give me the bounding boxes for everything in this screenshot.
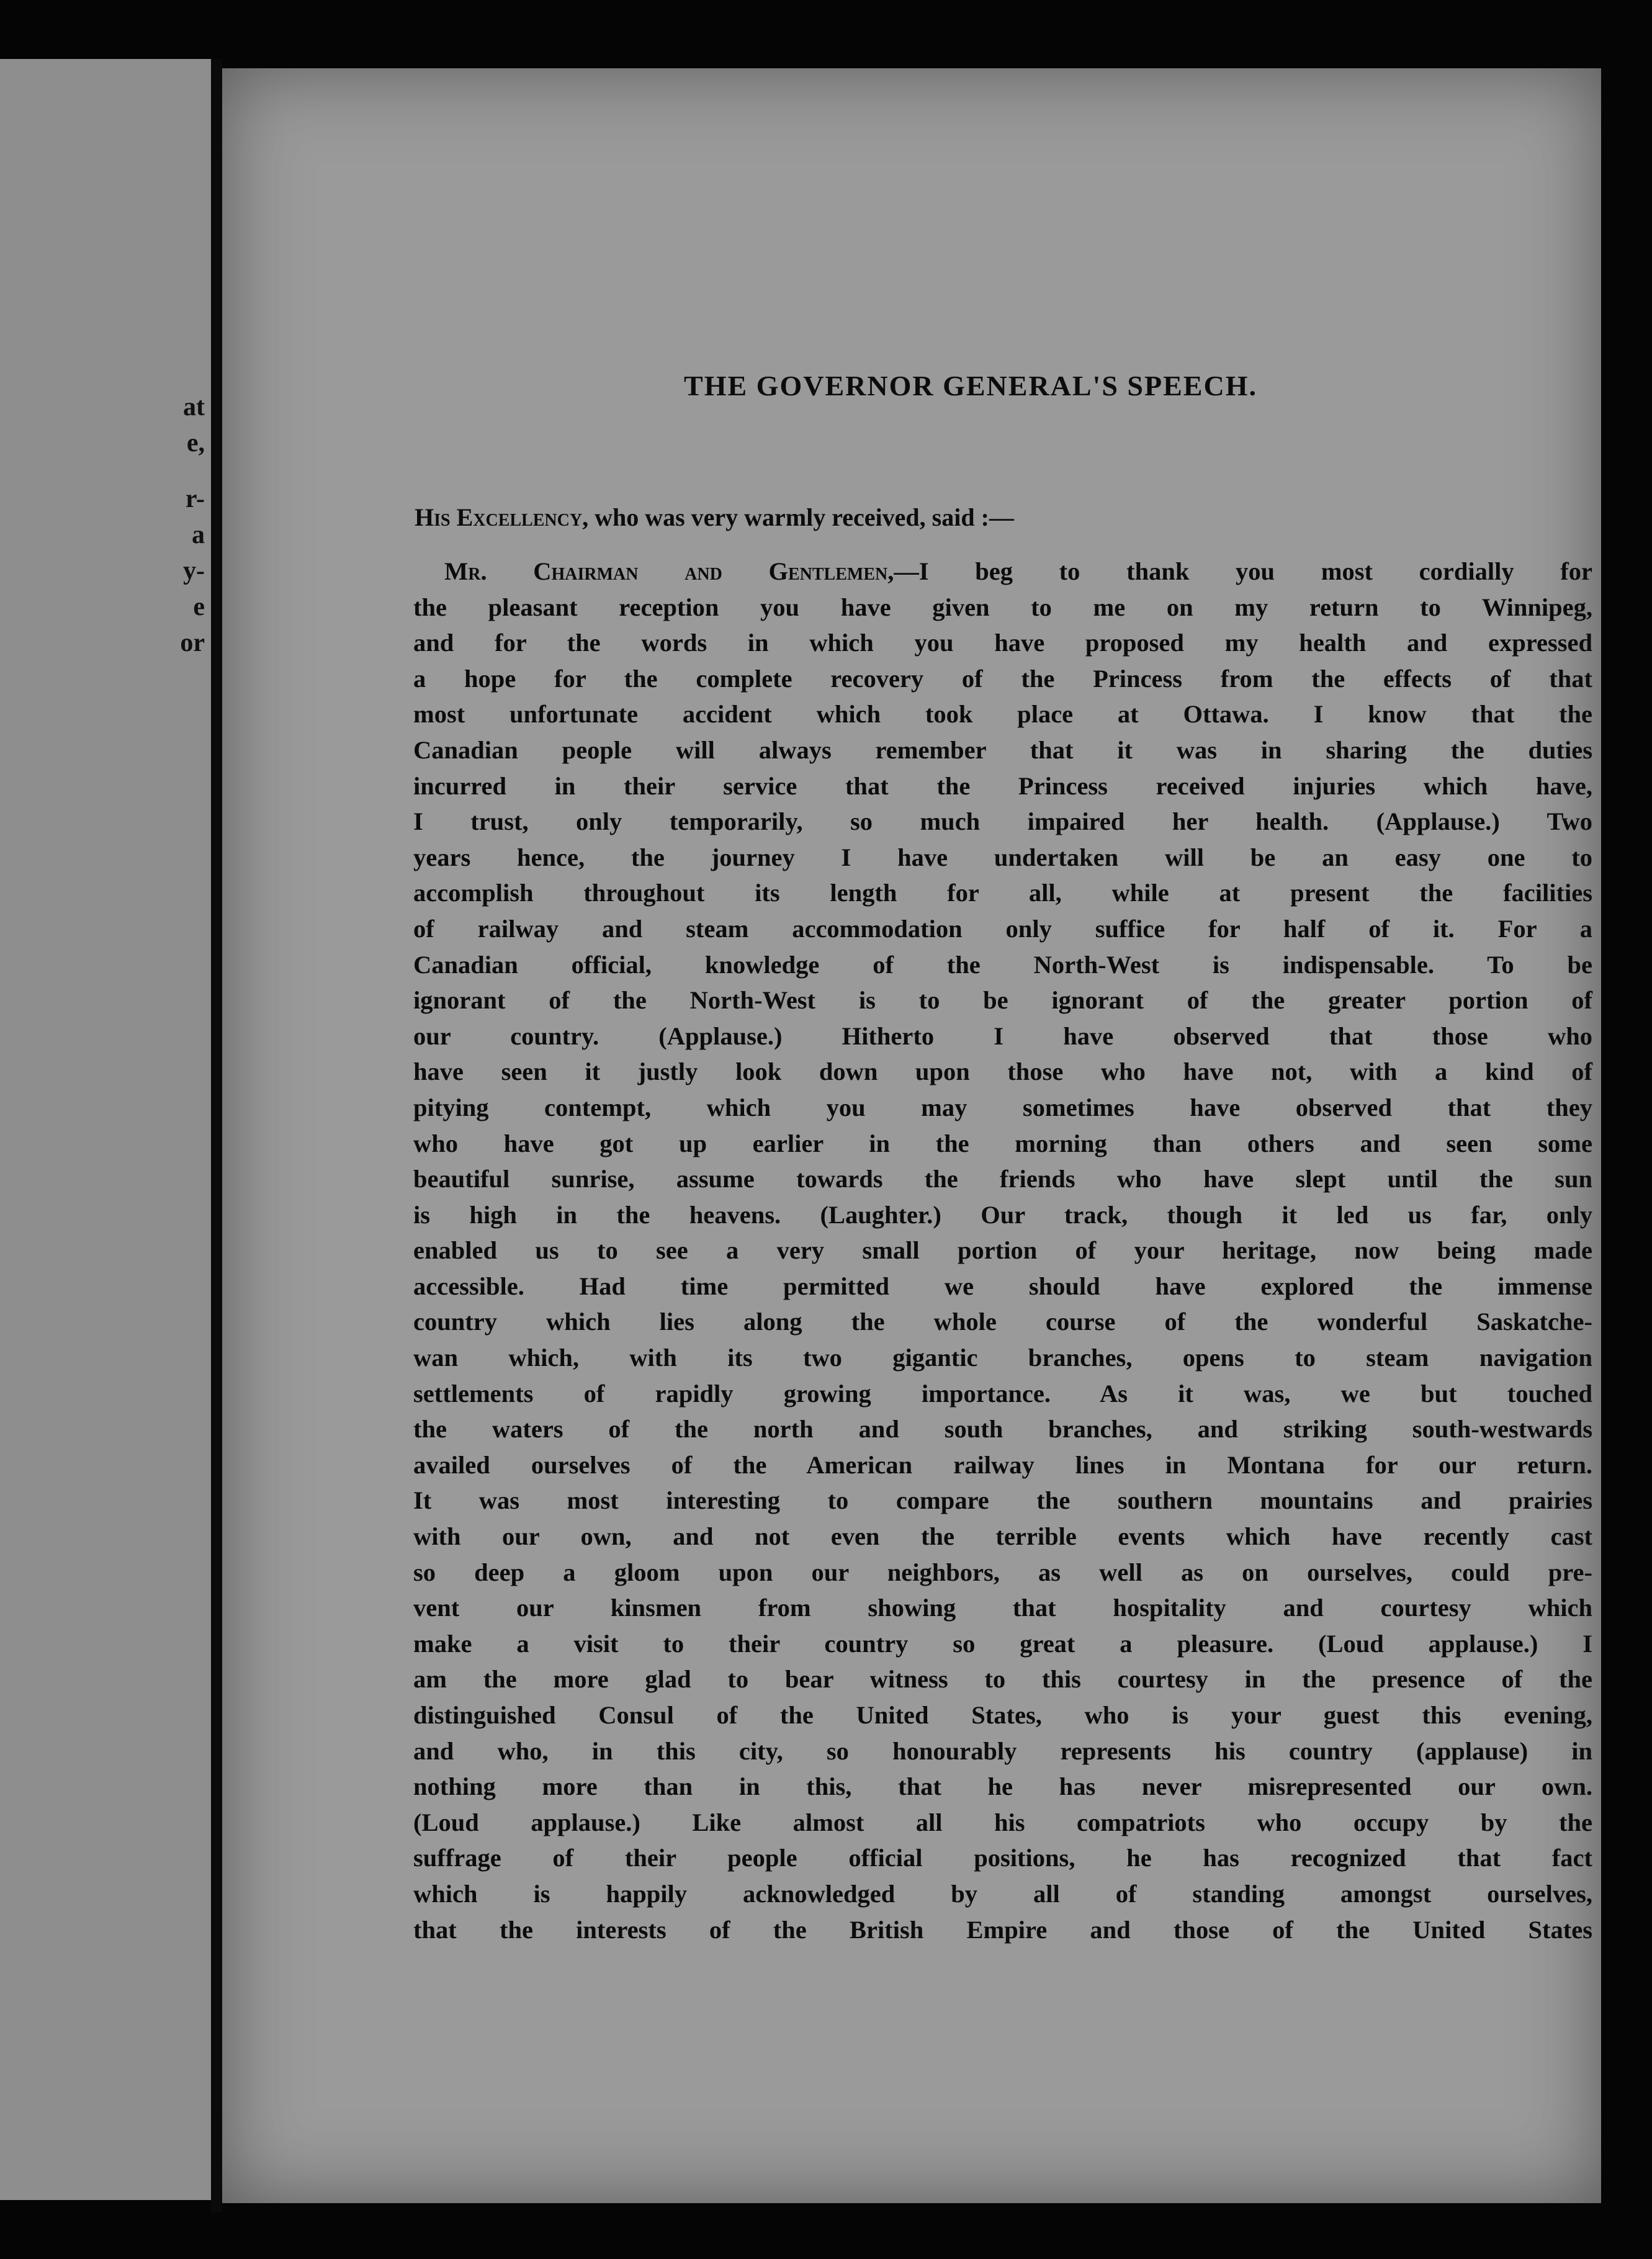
text-line: wan which, with its two gigantic branches, opens to steam navigation <box>413 1344 1592 1372</box>
facing-page-fragment: e, <box>186 429 205 457</box>
text-line: is high in the heavens. (Laughter.) Our track, though it led us far, only <box>413 1200 1592 1229</box>
text-line: with our own, and not even the terrible events which have recently cast <box>413 1522 1592 1551</box>
text-line: make a visit to their country so great a pleasure. (Loud applause.) I <box>413 1629 1592 1658</box>
facing-page <box>0 59 211 2200</box>
text-line: nothing more than in this, that he has never misrepresented our own. <box>413 1772 1592 1801</box>
text-line-content: —I beg to thank you most cordially for <box>894 557 1593 585</box>
text-line: have seen it justly look down upon those who have not, with a kind of <box>413 1058 1592 1086</box>
text-line: which is happily acknowledged by all of standing amongst ourselves, <box>413 1879 1592 1908</box>
text-line: distinguished Consul of the United States, who is your guest this evening, <box>413 1701 1592 1729</box>
text-line: that the interests of the British Empire and those of the United States <box>413 1915 1592 1944</box>
text-line: enabled us to see a very small portion of your heritage, now being made <box>413 1236 1592 1265</box>
intro-line <box>415 503 1581 532</box>
text-line: vent our kinsmen from showing that hospitality and courtesy which <box>413 1594 1592 1622</box>
scanned-page <box>222 68 1601 2203</box>
facing-page-fragment: or <box>180 629 205 657</box>
intro-speaker: His Excellency, <box>415 503 589 531</box>
text-line: settlements of rapidly growing importance. As it was, we but touched <box>413 1379 1592 1408</box>
facing-page-fragment: e <box>193 593 205 621</box>
text-line: years hence, the journey I have undertaken will be an easy one to <box>413 843 1592 871</box>
text-line: am the more glad to bear witness to this courtesy in the presence of the <box>413 1665 1592 1694</box>
text-line: so deep a gloom upon our neighbors, as well as on ourselves, could pre- <box>413 1558 1592 1586</box>
text-line: incurred in their service that the Princess received injuries which have, <box>413 771 1592 800</box>
text-line: Canadian people will always remember that it was in sharing the duties <box>413 735 1592 764</box>
intro-text: who was very warmly received, said :— <box>588 503 1014 531</box>
text-line: accomplish throughout its length for all, while at present the facilities <box>413 879 1592 907</box>
text-line: beautiful sunrise, assume towards the friends who have slept until the sun <box>413 1165 1592 1193</box>
text-line: country which lies along the whole course of the wonderful Saskatche- <box>413 1308 1592 1336</box>
text-line: the pleasant reception you have given to me on my return to Winnipeg, <box>413 593 1592 621</box>
text-line: It was most interesting to compare the southern mountains and prairies <box>413 1486 1592 1515</box>
facing-page-fragment: at <box>183 393 205 421</box>
speech-body <box>413 554 1592 1947</box>
text-line: ignorant of the North-West is to be ignorant of the greater portion of <box>413 986 1592 1015</box>
text-line: the waters of the north and south branches, and striking south-westwards <box>413 1415 1592 1444</box>
book-gutter <box>211 59 222 2212</box>
page-title: THE GOVERNOR GENERAL'S SPEECH. <box>684 370 1257 402</box>
facing-page-fragment: y- <box>183 557 205 585</box>
text-line: pitying contempt, which you may sometimes have observed that they <box>413 1093 1592 1121</box>
text-line: and for the words in which you have proposed my health and expressed <box>413 629 1592 657</box>
text-line: Canadian official, knowledge of the North-West is indispensable. To be <box>413 950 1592 979</box>
text-line: suffrage of their people official positions, he has recognized that fact <box>413 1844 1592 1872</box>
facing-page-fragment: a <box>192 521 205 549</box>
text-line <box>413 554 1592 590</box>
text-line: who have got up earlier in the morning than others and seen some <box>413 1129 1592 1157</box>
opening-salutation: Mr. Chairman and Gentlemen, <box>444 557 894 585</box>
facing-page-fragment: r- <box>185 485 205 513</box>
text-line: most unfortunate accident which took place at Ottawa. I know that the <box>413 700 1592 729</box>
text-line: our country. (Applause.) Hitherto I have observed that those who <box>413 1022 1592 1050</box>
text-line: accessible. Had time permitted we should have explored the immense <box>413 1272 1592 1300</box>
text-line: of railway and steam accommodation only suffice for half of it. For a <box>413 914 1592 943</box>
text-line: a hope for the complete recovery of the Princess from the effects of that <box>413 664 1592 693</box>
text-line: availed ourselves of the American railway lines in Montana for our return. <box>413 1450 1592 1479</box>
text-line: I trust, only temporarily, so much impaired her health. (Applause.) Two <box>413 807 1592 836</box>
text-line: (Loud applause.) Like almost all his compatriots who occupy by the <box>413 1808 1592 1836</box>
text-line: and who, in this city, so honourably represents his country (applause) in <box>413 1736 1592 1765</box>
